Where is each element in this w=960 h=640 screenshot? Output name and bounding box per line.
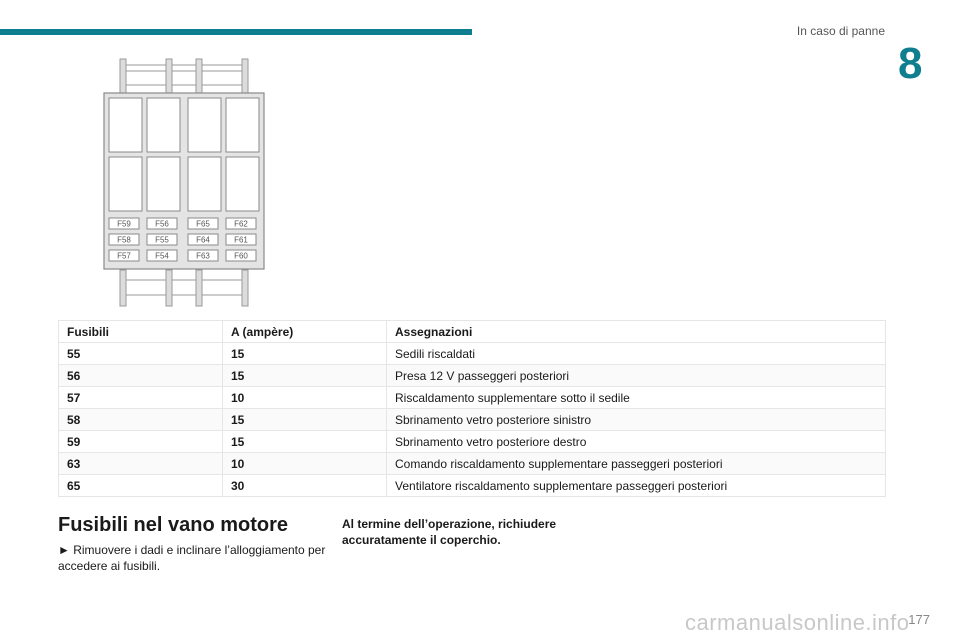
fuse-amperage: 10: [223, 387, 387, 409]
table-header-row: [59, 321, 886, 343]
fuse-label: F63: [196, 251, 210, 261]
fuse-assignment: Presa 12 V passeggeri posteriori: [387, 365, 886, 387]
fuse-number: 56: [59, 365, 223, 387]
fuse-label: F59: [117, 219, 131, 229]
fuse-label: F65: [196, 219, 210, 229]
page-number: 177: [908, 612, 930, 627]
chapter-number: 8: [898, 39, 923, 88]
fuse-number: 59: [59, 431, 223, 453]
instruction-step: ► Rimuovere i dadi e inclinare l’alloggiamento per accedere ai fusibili.: [58, 543, 326, 573]
fuse-label: F58: [117, 235, 131, 245]
fuse-number: 63: [59, 453, 223, 475]
page-header-title: In caso di panne: [796, 24, 885, 38]
fuse-label: F54: [155, 251, 169, 261]
fuse-number: 55: [59, 343, 223, 365]
top-connectors: [120, 59, 248, 95]
watermark: carmanualsonline.info: [685, 610, 910, 635]
fuse-assignment: Riscaldamento supplementare sotto il sedile: [387, 387, 886, 409]
fuse-amperage: 15: [223, 343, 387, 365]
fuse-label: F57: [117, 251, 131, 261]
table-row: [59, 387, 886, 409]
fuse-box-diagram: [100, 55, 270, 310]
fuse-label: F62: [234, 219, 248, 229]
fuse-assignment: Sbrinamento vetro posteriore sinistro: [387, 409, 886, 431]
fuse-amperage: 10: [223, 453, 387, 475]
fuse-amperage: 15: [223, 409, 387, 431]
table-row: [59, 343, 886, 365]
fuse-table: [58, 320, 886, 497]
fuse-amperage: 30: [223, 475, 387, 497]
fuse-label: F64: [196, 235, 210, 245]
fuse-amperage: 15: [223, 365, 387, 387]
instruction-note: Al termine dell’operazione, richiudere accuratamente il coperchio.: [342, 517, 557, 547]
bottom-connectors: [120, 270, 248, 306]
fuse-amperage: 15: [223, 431, 387, 453]
column-header-assignment: Assegnazioni: [387, 321, 886, 343]
fuse-number: 65: [59, 475, 223, 497]
table-row: [59, 409, 886, 431]
section-title: Fusibili nel vano motore: [58, 514, 289, 536]
fuse-label: F56: [155, 219, 169, 229]
fuse-number: 58: [59, 409, 223, 431]
fuse-assignment: Ventilatore riscaldamento supplementare passeggeri posteriori: [387, 475, 886, 497]
fuse-label: F55: [155, 235, 169, 245]
fuse-label: F60: [234, 251, 248, 261]
column-header-fuse: Fusibili: [59, 321, 223, 343]
fuse-assignment: Sbrinamento vetro posteriore destro: [387, 431, 886, 453]
column-header-amperage: A (ampère): [223, 321, 387, 343]
fuse-number: 57: [59, 387, 223, 409]
fuse-assignment: Sedili riscaldati: [387, 343, 886, 365]
table-row: [59, 431, 886, 453]
fuse-label: F61: [234, 235, 248, 245]
table-row: [59, 365, 886, 387]
table-row: [59, 475, 886, 497]
table-row: [59, 453, 886, 475]
fuse-assignment: Comando riscaldamento supplementare passeggeri posteriori: [387, 453, 886, 475]
header-accent-bar: [0, 29, 472, 35]
